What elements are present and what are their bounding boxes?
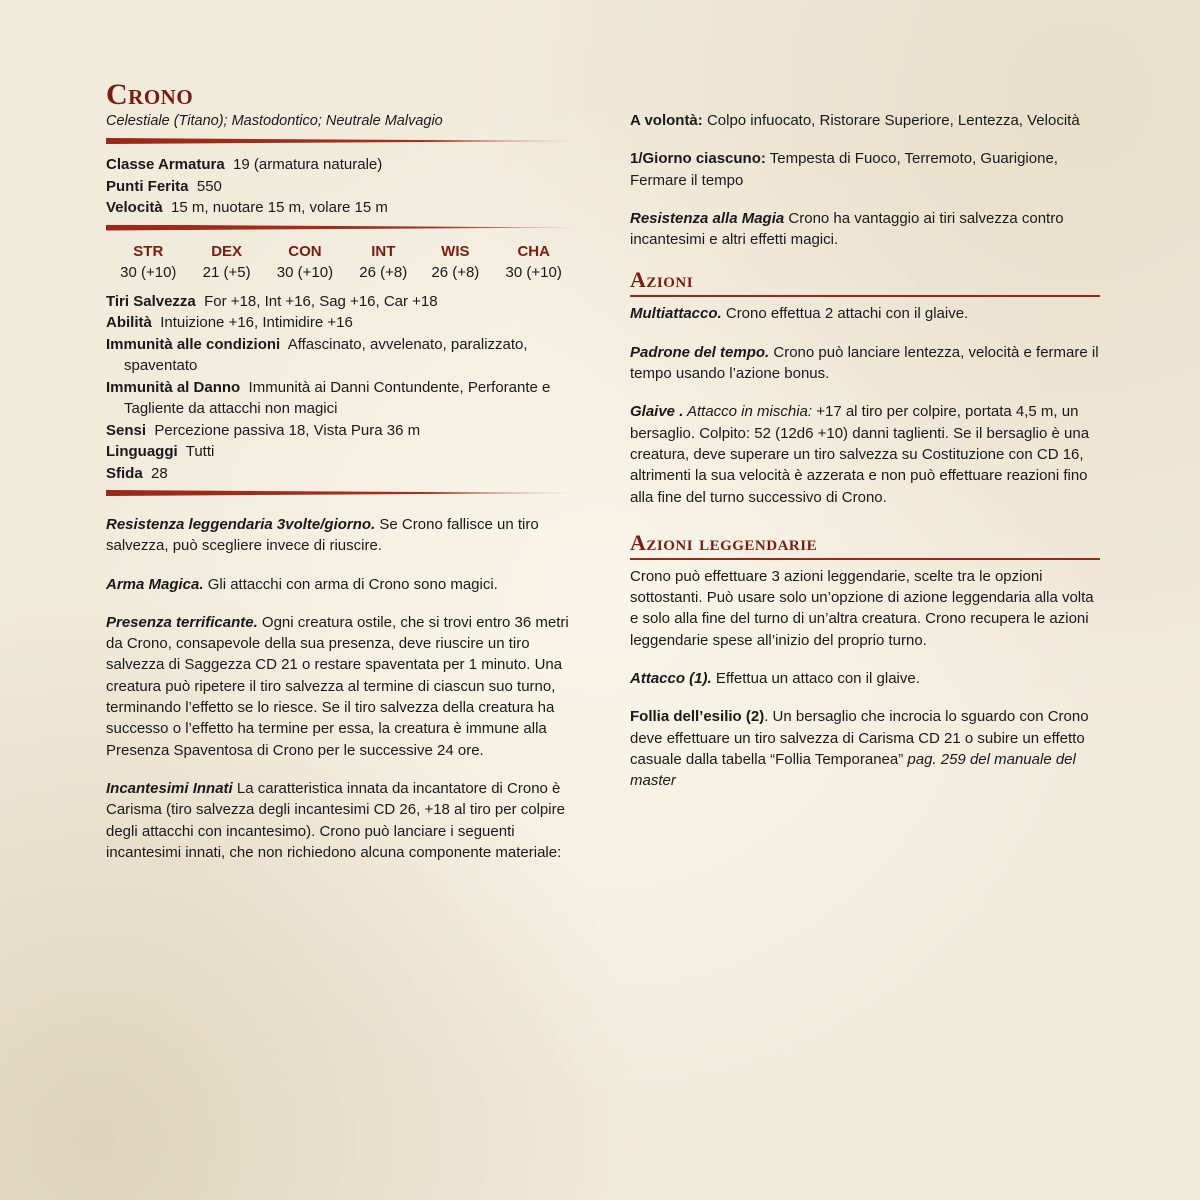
action-name: Padrone del tempo. bbox=[630, 343, 770, 361]
trait-name: Incantesimi Innati bbox=[106, 779, 233, 797]
stat-block-right-column bbox=[630, 110, 1100, 809]
trait-innate-spellcasting bbox=[106, 778, 576, 863]
saving-throws-label: Tiri Salvezza bbox=[106, 292, 196, 310]
skills-value: Intuizione +16, Intimidire +16 bbox=[160, 314, 353, 331]
ability-value: 30 (+10) bbox=[120, 263, 177, 281]
stat-block-left-column bbox=[106, 78, 576, 880]
ability-value: 26 (+8) bbox=[359, 263, 408, 281]
legendary-action-name: Follia dell’esilio (2) bbox=[630, 708, 765, 726]
ability-scores-table bbox=[106, 241, 576, 283]
languages bbox=[106, 441, 576, 463]
trait-name: Presenza terrificante. bbox=[106, 613, 258, 631]
saving-throws-value: For +18, Int +16, Sag +16, Car +18 bbox=[204, 292, 438, 310]
condition-immunities bbox=[106, 334, 576, 377]
trait-name: Resistenza alla Magia bbox=[630, 209, 785, 227]
challenge-label: Sfida bbox=[106, 464, 143, 482]
armor-class bbox=[106, 154, 576, 176]
action-text: Crono può lanciare lentezza, velocità e fermare il tempo usando l’azione bonus. bbox=[630, 343, 1099, 383]
hit-points bbox=[106, 176, 576, 198]
legendary-actions-intro: Crono può effettuare 3 azioni leggendarie, scelte tra le opzioni sottostanti. Può usare solo un’opzione di azione leggendaria alla volta e solo alla fine del turno di un’altra creatura. Crono recupera le azioni leggendarie spese all’inizio del proprio turno. bbox=[630, 567, 1094, 649]
senses bbox=[106, 420, 576, 442]
ability-value: 30 (+10) bbox=[276, 263, 334, 281]
damage-immunities bbox=[106, 377, 576, 420]
skills-label: Abilità bbox=[106, 314, 152, 331]
ability-header: INT bbox=[371, 242, 396, 260]
actions-title: Azioni bbox=[630, 267, 1100, 297]
ability-value: 21 (+5) bbox=[202, 263, 251, 281]
condition-immunities-label: Immunità alle condizioni bbox=[106, 335, 281, 353]
spells-at-will-text: Colpo infuocato, Ristorare Superiore, Lentezza, Velocità bbox=[702, 112, 1080, 129]
tapered-rule bbox=[106, 490, 576, 496]
ability-header: CON bbox=[288, 242, 322, 260]
speed-label: Velocità bbox=[106, 199, 163, 216]
tapered-rule bbox=[106, 225, 576, 231]
action-text: +17 al tiro per colpire, portata 4,5 m, un bersaglio. Colpito: 52 (12d6 +10) danni taglienti. Se il bersaglio è una creatura, deve superare un tiro salvezza su Costituzione con CD 16, altrimenti la sua velocità è azzerata e non può effettuare reazioni fino alla fine del turno successivo di Crono. bbox=[630, 403, 1090, 506]
damage-immunities-label: Immunità al Danno bbox=[106, 378, 241, 396]
spells-at-will bbox=[630, 110, 1100, 131]
action-time-master bbox=[630, 342, 1100, 385]
saving-throws bbox=[106, 291, 576, 313]
challenge bbox=[106, 463, 576, 485]
trait-frightful-presence bbox=[106, 612, 576, 761]
languages-value: Tutti bbox=[185, 443, 215, 460]
spells-per-day-label: 1/Giorno ciascuno: bbox=[630, 150, 766, 168]
ability-value-row bbox=[106, 262, 576, 283]
legendary-action-text: Un bersaglio che incrocia lo sguardo con Crono deve effettuare un tiro salvezza di Carisma CD 21 o subire un effetto casuale dalla tabella “Follia Temporanea” bbox=[630, 708, 1089, 768]
action-glaive bbox=[630, 401, 1100, 507]
senses-label: Sensi bbox=[106, 421, 147, 439]
trait-magic-resistance bbox=[630, 208, 1100, 251]
languages-label: Linguaggi bbox=[106, 443, 178, 460]
damage-immunities-value: Immunità ai Danni Contundente, Perforante e Tagliente da attacchi non magici bbox=[124, 378, 551, 417]
trait-text: Se Crono fallisce un tiro salvezza, può scegliere invece di riuscire. bbox=[106, 516, 539, 555]
ability-header-row bbox=[106, 241, 576, 262]
armor-class-value: 19 (armatura naturale) bbox=[233, 156, 383, 173]
legendary-action-exile-madness bbox=[630, 706, 1100, 791]
ability-value: 30 (+10) bbox=[505, 263, 562, 281]
speed bbox=[106, 197, 576, 219]
trait-name: Arma Magica. bbox=[106, 575, 204, 593]
monster-type: Celestiale (Titano); Mastodontico; Neutrale Malvagio bbox=[106, 113, 443, 129]
speed-value: 15 m, nuotare 15 m, volare 15 m bbox=[171, 199, 388, 216]
action-multiattack bbox=[630, 303, 1100, 324]
ability-value: 26 (+8) bbox=[431, 263, 480, 281]
senses-value: Percezione passiva 18, Vista Pura 36 m bbox=[154, 421, 421, 439]
action-text: Crono effettua 2 attachi con il glaive. bbox=[721, 305, 969, 323]
action-name: Multiattacco. bbox=[630, 305, 722, 323]
ability-header: CHA bbox=[517, 242, 550, 260]
trait-name: Resistenza leggendaria 3volte/giorno. bbox=[106, 516, 376, 533]
action-attack-type: Attacco in mischia: bbox=[683, 403, 813, 421]
trait-text: Ogni creatura ostile, che si trovi entro 36 metri da Crono, consapevole della sua presenza, deve riuscire un tiro salvezza di Saggezza CD 21 o restare spaventata per 1 minuto. Una creatura può ripetere il tiro salvezza al termine di ciascun suo turno, terminando l’effetto se lo riesce. Se il tiro salvezza della creatura ha successo o l’effetto ha termine per essa, la creatura è immune alla Presenza Spaventosa di Crono per le successive 24 ore. bbox=[106, 613, 569, 759]
spells-per-day-text: Tempesta di Fuoco, Terremoto, Guarigione, Fermare il tempo bbox=[630, 150, 1058, 189]
legendary-action-reference: pag. 259 del manuale del master bbox=[630, 750, 1076, 790]
trait-text: La caratteristica innata da incantatore di Crono è Carisma (tiro salvezza degli incantesimi CD 26, +18 al tiro per colpire degli attacchi con incantesimo). Crono può lanciare i seguenti incantesimi innati, che non richiedono alcuna componente materiale: bbox=[106, 779, 565, 861]
legendary-action-text: Effettua un attaco con il glaive. bbox=[711, 670, 920, 688]
hit-points-label: Punti Ferita bbox=[106, 177, 189, 195]
legendary-action-name: Attacco (1). bbox=[630, 670, 712, 688]
ability-header: STR bbox=[133, 242, 164, 260]
action-name: Glaive . bbox=[630, 403, 684, 421]
trait-text: Crono ha vantaggio ai tiri salvezza contro incantesimi e altri effetti magici. bbox=[630, 209, 1064, 249]
legendary-action-dot: . bbox=[764, 708, 769, 726]
condition-immunities-value: Affascinato, avvelenato, paralizzato, spaventato bbox=[124, 335, 528, 374]
ability-header: WIS bbox=[441, 242, 470, 260]
spells-at-will-label: A volontà: bbox=[630, 112, 703, 129]
spells-per-day bbox=[630, 148, 1100, 191]
trait-magic-weapon bbox=[106, 574, 576, 595]
challenge-value: 28 bbox=[151, 464, 168, 482]
monster-name: Crono bbox=[106, 78, 194, 111]
skills bbox=[106, 312, 576, 334]
legendary-action-attack bbox=[630, 668, 1100, 689]
armor-class-label: Classe Armatura bbox=[106, 156, 225, 173]
legendary-actions-title: Azioni leggendarie bbox=[630, 530, 1100, 560]
trait-legendary-resistance bbox=[106, 514, 576, 557]
ability-header: DEX bbox=[211, 242, 243, 260]
trait-text: Gli attacchi con arma di Crono sono magici. bbox=[203, 575, 498, 593]
hit-points-value: 550 bbox=[196, 177, 222, 195]
tapered-rule bbox=[106, 138, 576, 144]
